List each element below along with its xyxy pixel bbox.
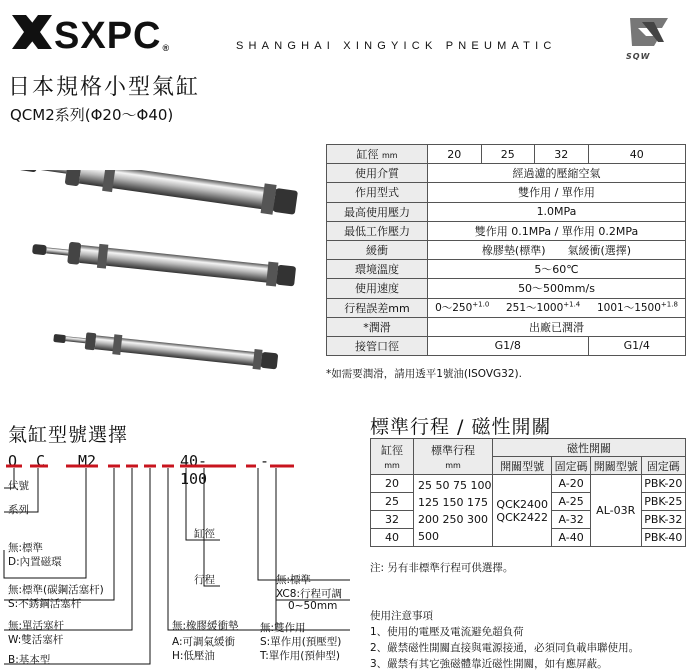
mount-cell: PBK-40 <box>641 529 685 547</box>
code-part: 40-100 <box>180 452 208 488</box>
spec-table <box>326 144 686 356</box>
row-label: 緩衝 <box>327 240 428 259</box>
company-name: SHANGHAI XINGYICK PNEUMATIC <box>236 40 557 52</box>
table-row <box>327 183 686 202</box>
bore-cell: 25 <box>371 493 414 511</box>
stroke-switch-table <box>370 438 686 547</box>
switch-header: 磁性開關 <box>493 439 686 457</box>
table-header-row <box>371 439 686 457</box>
bore-cell: 40 <box>371 529 414 547</box>
code-part: M2 <box>78 452 97 470</box>
table-row <box>327 164 686 183</box>
label-option: 無:標準(碳鋼活塞杆) <box>8 584 104 596</box>
table-row <box>327 221 686 240</box>
port-size-cell: G1/8 <box>428 336 589 355</box>
label-option: XC8:行程可調 <box>276 588 342 600</box>
row-value: 雙作用 0.1MPa / 單作用 0.2MPa <box>428 221 686 240</box>
row-value: 雙作用 / 單作用 <box>428 183 686 202</box>
stroke-tolerance-cell: $0\sim 250^{+1.0}$ $251\sim 1000^{+1.4}$ $1001\sim 1500^{+1.8}$ <box>428 298 686 317</box>
model-section-title: 氣缸型號選擇 <box>8 424 129 446</box>
row-label: 環境溫度 <box>327 260 428 279</box>
label-bore: 缸徑 <box>194 528 215 540</box>
usage-notes <box>370 608 639 672</box>
code-part: Q <box>8 452 18 470</box>
label-option: H:低壓油 <box>172 650 215 662</box>
label-option: 無:雙作用 <box>260 622 306 634</box>
mount-cell: A-20 <box>552 475 590 493</box>
row-label: 最高使用壓力 <box>327 202 428 221</box>
label-option: A:可調氣緩衝 <box>172 636 236 648</box>
label-option: 無:單活塞杆 <box>8 620 65 632</box>
brand-logo <box>12 14 170 59</box>
brand-x-mark <box>12 14 52 59</box>
page-title: 日本規格小型氣缸 <box>8 75 201 100</box>
switch-model-header: 開關型號 <box>590 457 641 475</box>
bore-cell: 32 <box>371 511 414 529</box>
switch-model-cell: QCK2400 QCK2422 <box>493 475 552 547</box>
emblem-text: SQW <box>626 52 651 61</box>
table-row <box>371 475 686 493</box>
table-row <box>327 336 686 355</box>
table-row <box>327 279 686 298</box>
mount-header: 固定碼 <box>641 457 685 475</box>
mount-cell: PBK-32 <box>641 511 685 529</box>
brand-name: SXPC <box>54 15 162 57</box>
code-part: - <box>260 452 270 470</box>
label-stroke: 行程 <box>194 574 215 586</box>
stroke-header: 標準行程 mm <box>414 439 493 475</box>
mount-cell: PBK-25 <box>641 493 685 511</box>
row-value: 50～500mm/s <box>428 279 686 298</box>
label-option: 0~50mm <box>288 600 338 612</box>
size-cell: 20 <box>428 145 482 164</box>
label-option: 無:標準 <box>276 574 312 586</box>
row-label: 接管口徑 <box>327 336 428 355</box>
spec-header-row <box>327 145 686 164</box>
row-label: *潤滑 <box>327 317 428 336</box>
mount-cell: A-40 <box>552 529 590 547</box>
label-option: S:不銹鋼活塞杆 <box>8 598 82 610</box>
label-series: 系列 <box>8 504 29 516</box>
cylinder-product-image <box>10 170 310 390</box>
table-row <box>327 202 686 221</box>
stroke-section-title: 標準行程 / 磁性開關 <box>370 416 552 438</box>
switch-model-cell: AL-03R <box>590 475 641 547</box>
mount-cell: PBK-20 <box>641 475 685 493</box>
row-value: 出廠已潤滑 <box>428 317 686 336</box>
size-cell: 25 <box>481 145 535 164</box>
lubrication-note: *如需要潤滑，請用透平1號油(ISOVG32). <box>326 368 522 380</box>
switch-model-header: 開關型號 <box>493 457 552 475</box>
label-option: B:基本型 <box>8 654 51 666</box>
size-cell: 40 <box>588 145 686 164</box>
label-option: D:內置磁環 <box>8 556 62 568</box>
table-row <box>327 260 686 279</box>
label-option: 無:標準 <box>8 542 44 554</box>
table-row <box>327 298 686 317</box>
row-value: 1.0MPa <box>428 202 686 221</box>
port-size-cell: G1/4 <box>588 336 686 355</box>
label-option: W:雙活塞杆 <box>8 634 64 646</box>
label-code: 代號 <box>8 480 29 492</box>
table-row <box>327 240 686 259</box>
label-option: T:單作用(預伸型) <box>260 650 340 662</box>
usage-item: 1、使用的電壓及電流避免超負荷 <box>370 626 524 638</box>
page-subtitle: QCM2系列(Φ20～Φ40) <box>10 106 174 124</box>
row-value: 5～60℃ <box>428 260 686 279</box>
code-part: C <box>36 452 46 470</box>
stroke-list-cell: 25 50 75 100 125 150 175 200 250 300 500 <box>414 475 493 547</box>
row-label: 使用介質 <box>327 164 428 183</box>
stroke-note: 注: 另有非標準行程可供選擇。 <box>370 562 514 574</box>
row-label: 最低工作壓力 <box>327 221 428 240</box>
label-option: 無:橡膠緩衝墊 <box>172 620 239 632</box>
usage-item: 2、嚴禁磁性開關直接與電源接通，必須同負載串聯使用。 <box>370 642 640 654</box>
registered-icon: ® <box>162 43 171 53</box>
mount-cell: A-32 <box>552 511 590 529</box>
usage-title: 使用注意事項 <box>370 610 433 622</box>
bore-cell: 20 <box>371 475 414 493</box>
row-value: 橡膠墊(標準) 氣緩衝(選擇) <box>428 240 686 259</box>
row-value: 經過濾的壓縮空氣 <box>428 164 686 183</box>
mount-header: 固定碼 <box>552 457 590 475</box>
spec-header-label: 缸徑 mm <box>327 145 428 164</box>
row-label: 行程誤差mm <box>327 298 428 317</box>
usage-item: 3、嚴禁有其它強磁體靠近磁性開關，如有應屏蔽。 <box>370 658 608 670</box>
mount-cell: A-25 <box>552 493 590 511</box>
size-cell: 32 <box>535 145 589 164</box>
table-row <box>327 317 686 336</box>
label-option: S:單作用(預壓型) <box>260 636 342 648</box>
row-label: 作用型式 <box>327 183 428 202</box>
row-label: 使用速度 <box>327 279 428 298</box>
bore-header: 缸徑 mm <box>371 439 414 475</box>
